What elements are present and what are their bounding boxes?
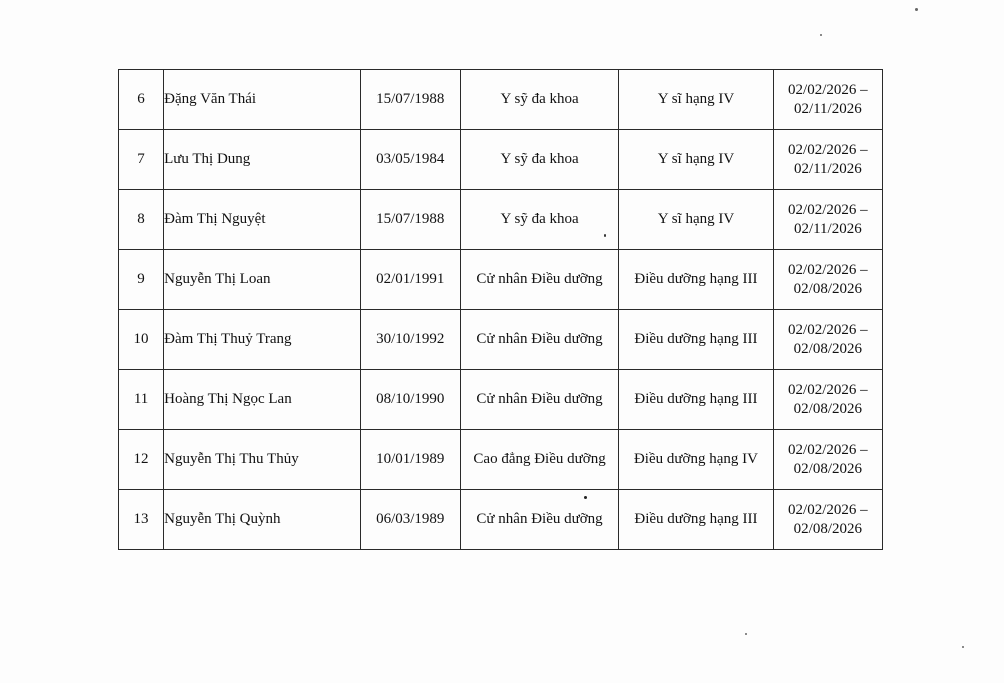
staff-table — [118, 69, 883, 550]
scan-speck — [584, 496, 587, 499]
job-title: Y sĩ hạng IV — [619, 190, 773, 250]
period — [773, 250, 882, 310]
period-start: 02/02/2026 – — [788, 381, 868, 398]
degree: Cử nhân Điều dưỡng — [460, 250, 618, 310]
date-of-birth: 08/10/1990 — [360, 370, 460, 430]
degree: Cử nhân Điều dưỡng — [460, 310, 618, 370]
degree: Y sỹ đa khoa — [460, 70, 618, 130]
period-start: 02/02/2026 – — [788, 261, 868, 278]
staff-name: Lưu Thị Dung — [164, 130, 361, 190]
staff-name: Đặng Văn Thái — [164, 70, 361, 130]
staff-name: Đàm Thị Nguyệt — [164, 190, 361, 250]
job-title: Điều dưỡng hạng III — [619, 370, 773, 430]
table-row — [119, 370, 883, 430]
job-title: Điều dưỡng hạng IV — [619, 430, 773, 490]
date-of-birth: 30/10/1992 — [360, 310, 460, 370]
staff-name: Nguyễn Thị Thu Thủy — [164, 430, 361, 490]
period-start: 02/02/2026 – — [788, 501, 868, 518]
job-title: Điều dưỡng hạng III — [619, 490, 773, 550]
degree: Y sỹ đa khoa — [460, 190, 618, 250]
table-row — [119, 250, 883, 310]
row-number: 11 — [119, 370, 164, 430]
period — [773, 70, 882, 130]
scan-speck — [820, 34, 822, 36]
table-row — [119, 190, 883, 250]
date-of-birth: 02/01/1991 — [360, 250, 460, 310]
scan-speck — [915, 8, 918, 11]
row-number: 13 — [119, 490, 164, 550]
period — [773, 130, 882, 190]
period-end: 02/11/2026 — [793, 100, 862, 117]
date-of-birth: 15/07/1988 — [360, 70, 460, 130]
period-end: 02/08/2026 — [793, 460, 862, 477]
job-title: Điều dưỡng hạng III — [619, 310, 773, 370]
period-start: 02/02/2026 – — [788, 201, 868, 218]
degree: Cử nhân Điều dưỡng — [460, 370, 618, 430]
scan-speck — [745, 633, 747, 635]
period — [773, 190, 882, 250]
degree: Y sỹ đa khoa — [460, 130, 618, 190]
period — [773, 430, 882, 490]
row-number: 7 — [119, 130, 164, 190]
table-row — [119, 310, 883, 370]
period — [773, 310, 882, 370]
period-end: 02/08/2026 — [793, 280, 862, 297]
row-number: 10 — [119, 310, 164, 370]
staff-name: Đàm Thị Thuỷ Trang — [164, 310, 361, 370]
table-row — [119, 130, 883, 190]
period-start: 02/02/2026 – — [788, 441, 868, 458]
period-start: 02/02/2026 – — [788, 81, 868, 98]
staff-name: Nguyễn Thị Loan — [164, 250, 361, 310]
table-row — [119, 70, 883, 130]
period-start: 02/02/2026 – — [788, 321, 868, 338]
period-end: 02/08/2026 — [793, 340, 862, 357]
period-end: 02/11/2026 — [793, 160, 862, 177]
period-end: 02/08/2026 — [793, 520, 862, 537]
row-number: 6 — [119, 70, 164, 130]
scan-speck — [604, 234, 606, 237]
staff-name: Hoàng Thị Ngọc Lan — [164, 370, 361, 430]
date-of-birth: 03/05/1984 — [360, 130, 460, 190]
period-end: 02/08/2026 — [793, 400, 862, 417]
job-title: Y sĩ hạng IV — [619, 70, 773, 130]
period-start: 02/02/2026 – — [788, 141, 868, 158]
date-of-birth: 15/07/1988 — [360, 190, 460, 250]
period — [773, 490, 882, 550]
job-title: Y sĩ hạng IV — [619, 130, 773, 190]
row-number: 12 — [119, 430, 164, 490]
staff-name: Nguyễn Thị Quỳnh — [164, 490, 361, 550]
date-of-birth: 06/03/1989 — [360, 490, 460, 550]
table-row — [119, 490, 883, 550]
date-of-birth: 10/01/1989 — [360, 430, 460, 490]
row-number: 8 — [119, 190, 164, 250]
table-row — [119, 430, 883, 490]
scan-speck — [962, 646, 964, 648]
job-title: Điều dưỡng hạng III — [619, 250, 773, 310]
period-end: 02/11/2026 — [793, 220, 862, 237]
row-number: 9 — [119, 250, 164, 310]
degree: Cao đẳng Điều dưỡng — [460, 430, 618, 490]
period — [773, 370, 882, 430]
degree: Cử nhân Điều dưỡng — [460, 490, 618, 550]
